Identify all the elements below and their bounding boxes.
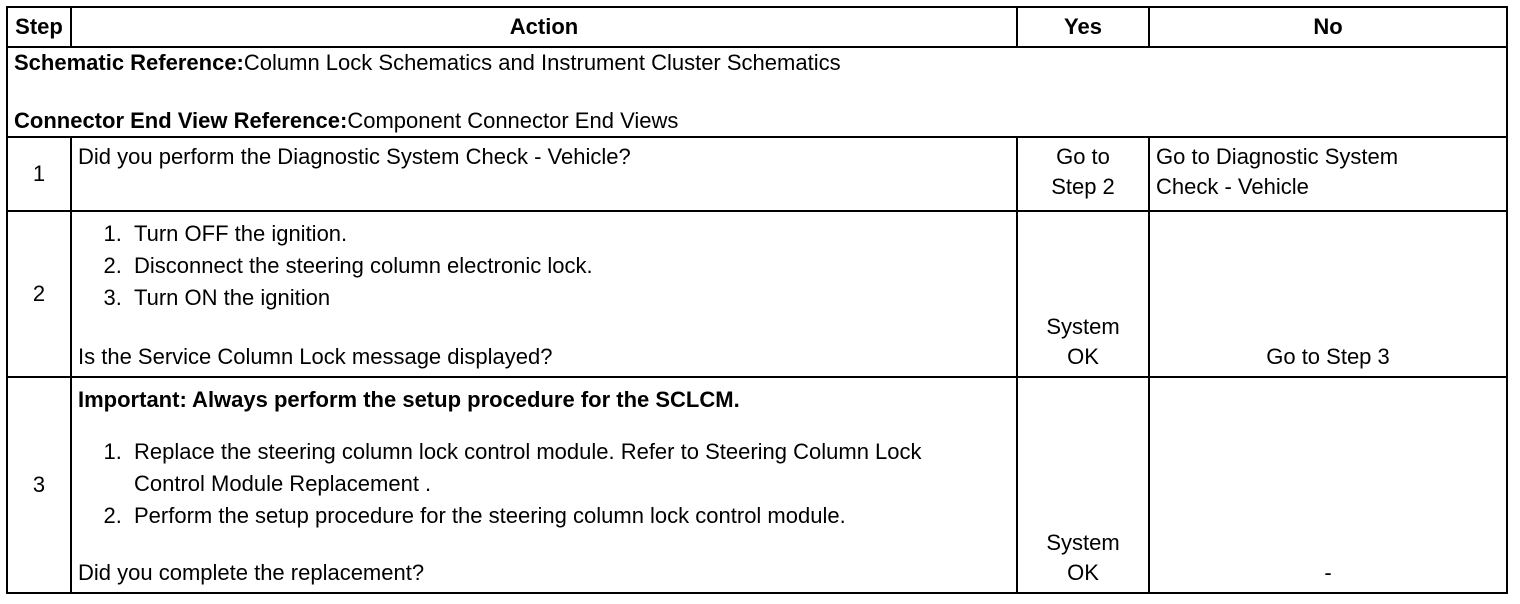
header-step: Step xyxy=(7,7,71,47)
list-item: 3. Turn ON the ignition xyxy=(128,282,1010,314)
step-question: Did you perform the Diagnostic System Check - Vehicle? xyxy=(78,144,631,169)
reference-row xyxy=(7,47,1507,137)
step-yes-line2: Step 2 xyxy=(1051,174,1115,199)
important-note xyxy=(78,384,1010,416)
step-yes-line1: System xyxy=(1046,530,1120,555)
list-item: 1. Replace the steering column lock control module. Refer to Steering Column Lock Control Module Replacement . xyxy=(128,436,968,500)
step-no-line2: Check - Vehicle xyxy=(1156,174,1309,199)
step-yes xyxy=(1017,211,1149,377)
step-yes-line2: OK xyxy=(1067,560,1099,585)
schematic-reference-text: Column Lock Schematics and Instrument Cluster Schematics xyxy=(243,50,841,75)
step-action xyxy=(71,137,1017,211)
header-yes: Yes xyxy=(1017,7,1149,47)
step-no-line1: Go to Diagnostic System xyxy=(1156,144,1399,169)
schematic-reference xyxy=(14,48,1500,78)
step-number: 1 xyxy=(7,137,71,211)
connector-reference xyxy=(14,106,1500,136)
step-no xyxy=(1149,137,1507,211)
step-yes xyxy=(1017,137,1149,211)
table-row xyxy=(7,137,1507,211)
step-number: 3 xyxy=(7,377,71,593)
step-action xyxy=(71,377,1017,593)
list-item: 1. Turn OFF the ignition. xyxy=(128,218,1010,250)
list-item: 2. Perform the setup procedure for the steering column lock control module. xyxy=(128,500,968,532)
header-row xyxy=(7,7,1507,47)
table-row xyxy=(7,211,1507,377)
step-question: Did you complete the replacement? xyxy=(78,560,425,585)
diagnostic-table-container xyxy=(6,6,1508,594)
header-action: Action xyxy=(71,7,1017,47)
connector-reference-label: Connector End View Reference: xyxy=(14,108,348,133)
list-item: 2. Disconnect the steering column electronic lock. xyxy=(128,250,1010,282)
important-text: Always perform the setup procedure for the SCLCM. xyxy=(186,387,740,412)
header-no: No xyxy=(1149,7,1507,47)
step-no: - xyxy=(1149,377,1507,593)
step-yes-line1: System xyxy=(1046,314,1120,339)
table-row xyxy=(7,377,1507,593)
step-instructions xyxy=(78,218,1010,314)
step-no: Go to Step 3 xyxy=(1149,211,1507,377)
step-yes-line1: Go to xyxy=(1056,144,1110,169)
diagnostic-table xyxy=(6,6,1508,594)
step-number: 2 xyxy=(7,211,71,377)
step-yes-line2: OK xyxy=(1067,344,1099,369)
connector-reference-text: Component Connector End Views xyxy=(347,108,679,133)
step-instructions xyxy=(78,436,968,532)
step-yes xyxy=(1017,377,1149,593)
step-action xyxy=(71,211,1017,377)
schematic-reference-label: Schematic Reference: xyxy=(14,50,244,75)
step-question: Is the Service Column Lock message displayed? xyxy=(78,344,553,369)
reference-cell xyxy=(7,47,1507,137)
important-label: Important: xyxy=(78,387,187,412)
